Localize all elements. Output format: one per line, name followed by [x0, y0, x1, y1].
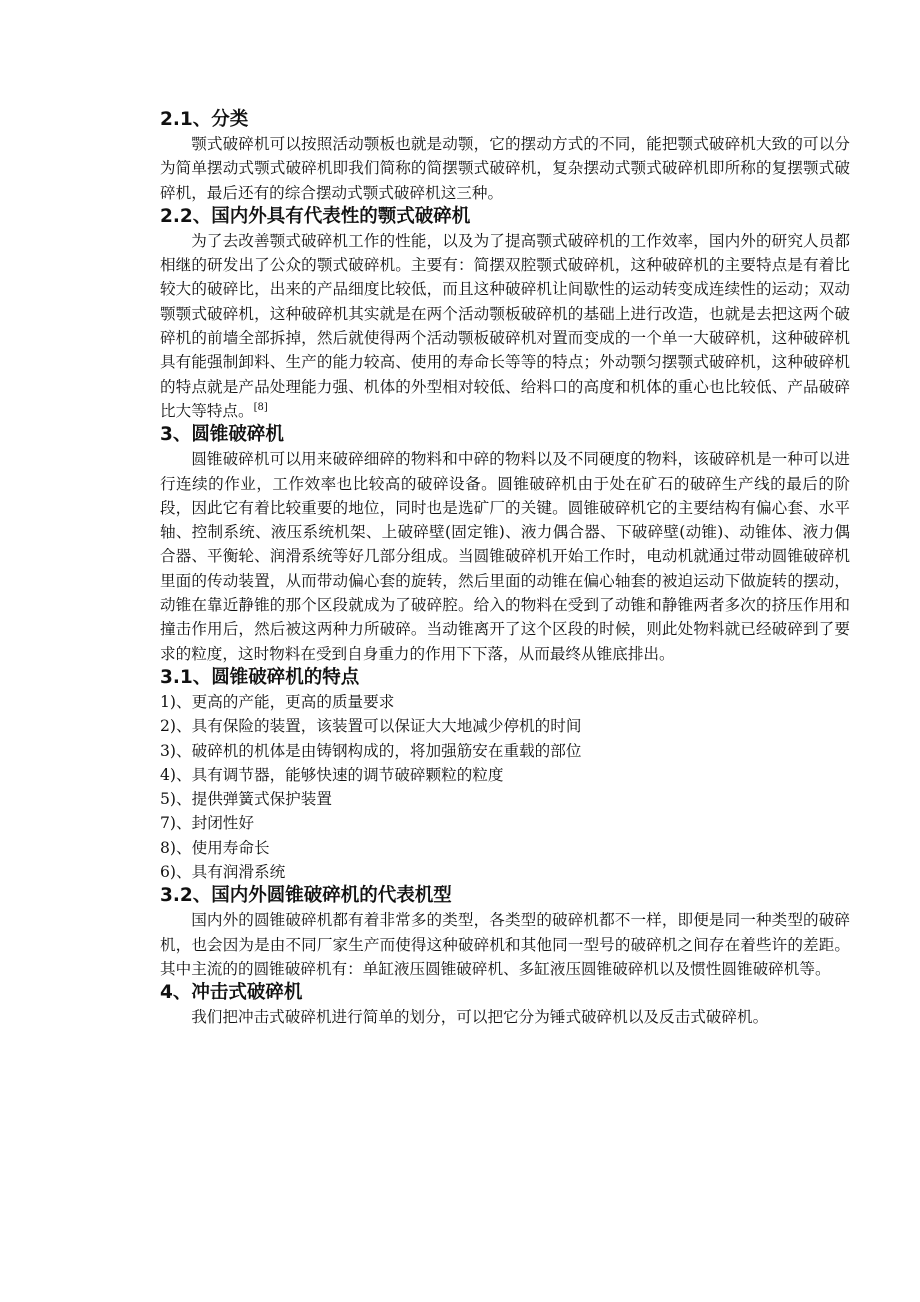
section-3-1: [160, 666, 850, 884]
section-heading: 3.2、国内外圆锥破碎机的代表机型: [160, 885, 452, 907]
section-heading: 2.2、国内外具有代表性的颚式破碎机: [160, 205, 471, 227]
section-heading: 3、圆锥破碎机: [160, 424, 284, 446]
paragraph: 我们把冲击式破碎机进行简单的划分，可以把它分为锤式破碎机以及反击式破碎机。: [191, 1008, 769, 1027]
section-heading: 3.1、圆锥破碎机的特点: [160, 666, 360, 688]
paragraph: [160, 229, 850, 423]
paragraph: 圆锥破碎机可以用来破碎细碎的物料和中碎的物料以及不同硬度的物料，该破碎机是一种可以进行连续的作业，工作效率也比较高的破碎设备。圆锥破碎机由于处在矿石的破碎生产线的最后的阶段，因此它有着比较重要的地位，同时也是选矿厂的关键。圆锥破碎机它的主要结构有偏心套、水平轴、控制系统、液压系统机架、上破碎壁(固定锥)、液力偶合器、下破碎壁(动锥)、动锥体、液力偶合器、平衡轮、润滑系统等好几部分组成。当圆锥破碎机开始工作时，电动机就通过带动圆锥破碎机里面的传动装置，从而带动偏心套的旋转，然后里面的动锥在偏心轴套的被迫运动下做旋转的摆动，动锥在靠近静锥的那个区段就成为了破碎腔。给入的物料在受到了动锥和静锥两者多次的挤压作用和撞击作用后，然后被这两种力所破碎。当动锥离开了这个区段的时候，则此处物料就已经破碎到了要求的粒度，这时物料在受到自身重力的作用下下落，从而最终从锥底排出。: [160, 450, 850, 663]
list-item: 1)、更高的产能，更高的质量要求: [160, 692, 395, 711]
section-heading: 2.1、分类: [160, 109, 249, 130]
section-2-1: [160, 108, 850, 205]
list-item: 7)、封闭性好: [160, 814, 254, 833]
section-2-2: [160, 205, 850, 423]
list-item: 4)、具有调节器，能够快速的调节破碎颗粒的粒度: [160, 765, 504, 784]
section-4: [160, 981, 850, 1029]
list-item: 3)、破碎机的机体是由铸钢构成的，将加强筋安在重载的部位: [160, 741, 582, 760]
document-page: [160, 108, 850, 1030]
list-item: 2)、具有保险的装置，该装置可以保证大大地减少停机的时间: [160, 717, 582, 736]
paragraph-text: 为了去改善颚式破碎机工作的性能，以及为了提高颚式破碎机的工作效率，国内外的研究人员都相继的研发出了公众的颚式破碎机。主要有：简摆双腔颚式破碎机，这种破碎机的主要特点是有着比较大的破碎比，出来的产品细度比较低，而且这种破碎机让间歇性的运动转变成连续性的运动；双动颚颚式破碎机，这种破碎机其实就是在两个活动颚板破碎机的基础上进行改造，也就是去把这两个破碎机的前墙全部拆掉，然后就使得两个活动颚板破碎机对置而变成的一个单一大破碎机，这种破碎机具有能强制卸料、生产的能力较高、使用的寿命长等等的特点；外动颚匀摆颚式破碎机，这种破碎机的特点就是产品处理能力强、机体的外型相对较低、给料口的高度和机体的重心也比较低、产品破碎比大等特点。: [160, 231, 850, 420]
list-item: 5)、提供弹簧式保护装置: [160, 790, 332, 809]
paragraph: 国内外的圆锥破碎机都有着非常多的类型，各类型的破碎机都不一样，即便是同一种类型的破碎机，也会因为是由不同厂家生产而使得这种破碎机和其他同一型号的破碎机之间存在着些许的差距。其中主流的的圆锥破碎机有：单缸液压圆锥破碎机、多缸液压圆锥破碎机以及惯性圆锥破碎机等。: [160, 911, 850, 978]
section-3: [160, 423, 850, 666]
list-item: 8)、使用寿命长: [160, 838, 270, 857]
list-item: 6)、具有润滑系统: [160, 863, 286, 882]
section-heading: 4、冲击式破碎机: [160, 982, 303, 1004]
paragraph: 颚式破碎机可以按照活动颚板也就是动颚，它的摆动方式的不同，能把颚式破碎机大致的可以分为简单摆动式颚式破碎机即我们简称的简摆颚式破碎机，复杂摆动式颚式破碎机即所称的复摆颚式破碎机，最后还有的综合摆动式颚式破碎机这三种。: [160, 135, 850, 202]
section-3-2: [160, 884, 850, 981]
citation-reference: [8]: [253, 401, 268, 413]
